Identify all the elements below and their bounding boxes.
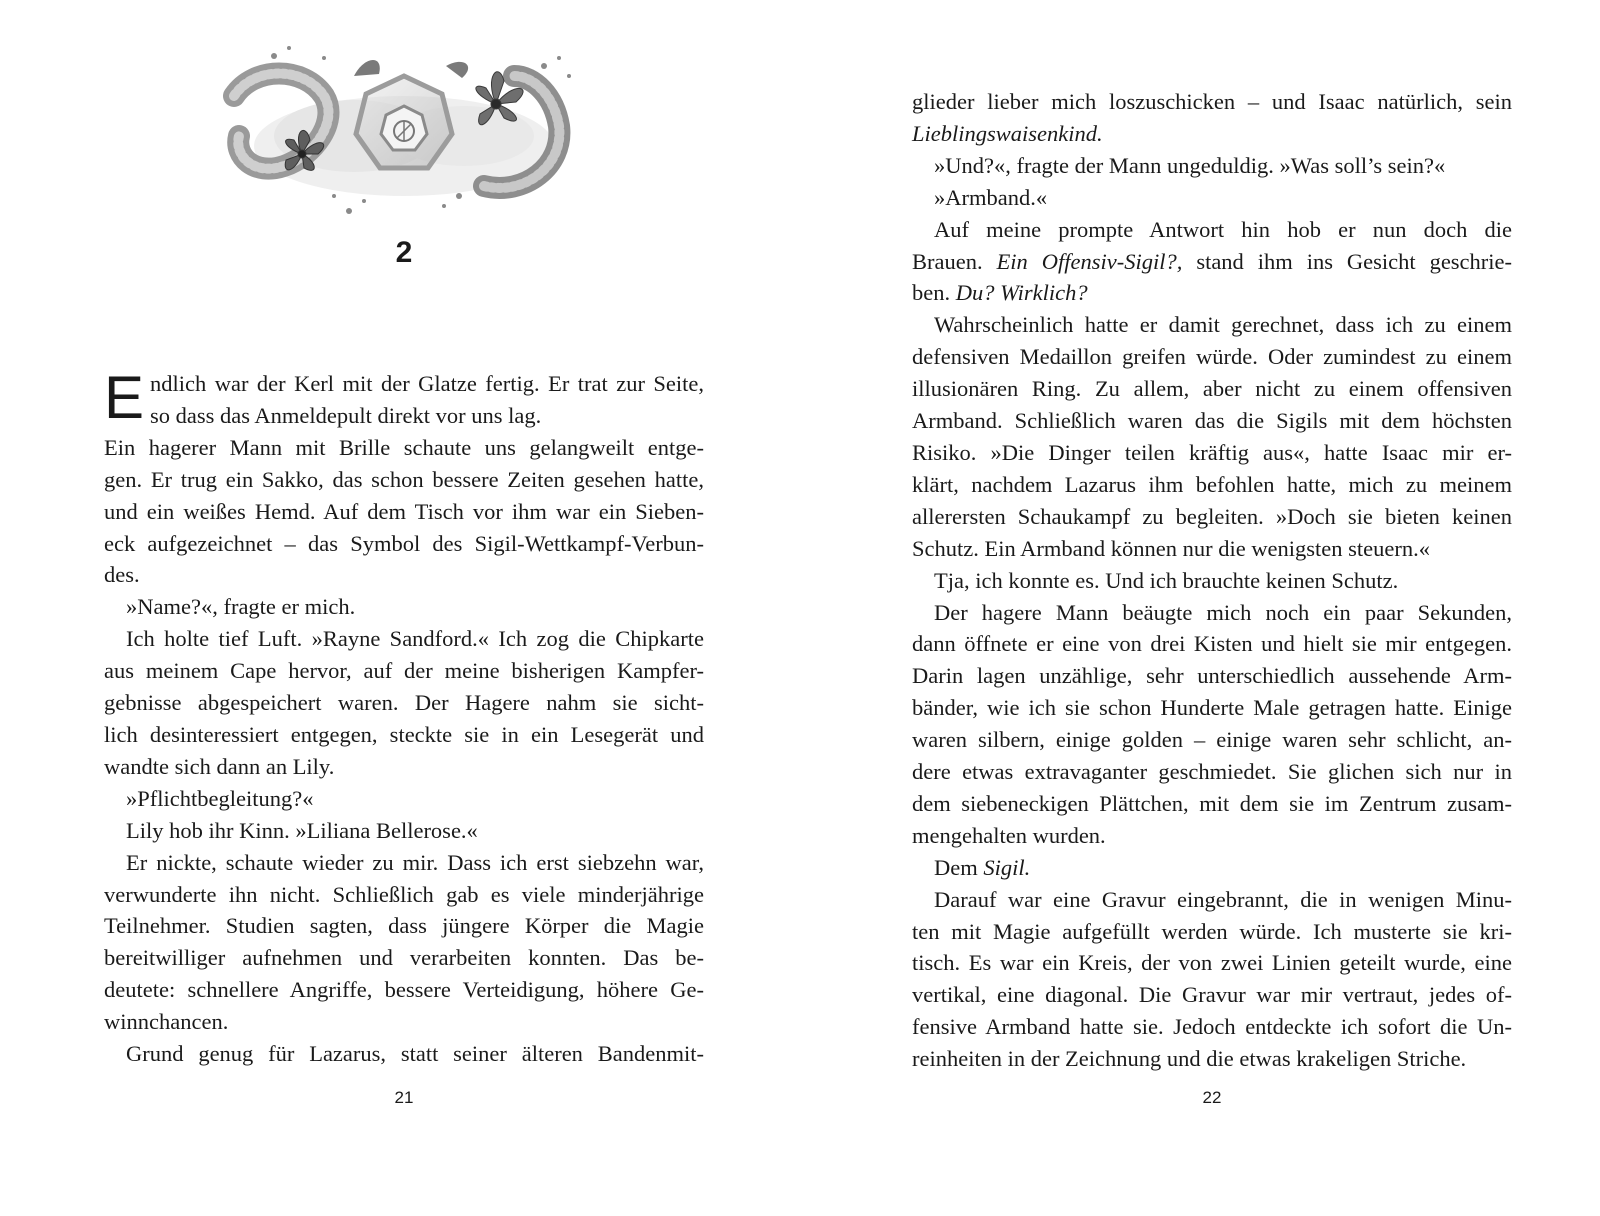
text-line: dem siebeneckigen Plättchen, mit dem sie im Zentrum zusam- — [912, 790, 1512, 816]
text-line: Er nickte, schaute wieder zu mir. Dass ich erst siebzehn war, — [126, 849, 704, 875]
text-line: deutete: schnellere Angriffe, bessere Verteidigung, höhere Ge- — [104, 977, 704, 1003]
text-line: winnchancen. — [104, 1009, 229, 1035]
text-line: bänder, wie ich sie schon Hunderte Male getragen hatte. Einige — [912, 695, 1512, 721]
text-line: defensiven Medaillon greifen würde. Oder zumindest zu einem — [912, 344, 1512, 370]
text-line: Lieblingswaisenkind. — [912, 120, 1103, 146]
text-line: Ein hagerer Mann mit Brille schaute uns gelangweilt entge- — [104, 434, 704, 460]
drop-cap: E — [104, 364, 145, 431]
text-line: bereitwilliger aufnehmen und verarbeiten konnten. Das be- — [104, 945, 704, 971]
text-line: Teilnehmer. Studien sagten, dass jüngere Körper die Magie — [104, 913, 704, 939]
text-line: fensive Armband hatte sie. Jedoch entdeckte ich sofort die Un- — [912, 1014, 1512, 1040]
text-line: Auf meine prompte Antwort hin hob er nun doch die — [934, 216, 1512, 242]
text-line: aus meinem Cape hervor, auf der meine bisherigen Kampfer- — [104, 658, 704, 684]
text-line: Darin lagen unzählige, sehr unterschiedlich aussehende Arm- — [912, 663, 1512, 689]
text-line: illusionären Ring. Zu allem, aber nicht zu einem offensiven — [912, 376, 1512, 402]
text-line: ten mit Magie aufgefüllt werden würde. Ich musterte sie kri- — [912, 918, 1512, 944]
text-line: »Name?«, fragte er mich. — [126, 594, 356, 620]
text-line: und ein weißes Hemd. Auf dem Tisch vor ihm war ein Sieben- — [104, 498, 704, 524]
text-line: Schutz. Ein Armband können nur die wenigsten steuern.« — [912, 535, 1431, 561]
text-line: Ich holte tief Luft. »Rayne Sandford.« Ich zog die Chipkarte — [126, 626, 704, 652]
text-line: wandte sich dann an Lily. — [104, 753, 335, 779]
text-line: mengehalten wurden. — [912, 822, 1106, 848]
text-line: dann öffnete er eine von drei Kisten und hielt sie mir entgegen. — [912, 631, 1512, 657]
text-line: Tja, ich konnte es. Und ich brauchte keinen Schutz. — [934, 567, 1399, 593]
text-line: Grund genug für Lazarus, statt seiner älteren Bandenmit- — [126, 1041, 704, 1067]
right-page — [912, 0, 1512, 1216]
text-line: allerersten Schaukampf zu begleiten. »Doch sie bieten keinen — [912, 503, 1512, 529]
page-number: 22 — [1202, 1088, 1222, 1107]
chapter-number: 2 — [395, 236, 413, 269]
text-line: Darauf war eine Gravur eingebrannt, die in wenigen Minu- — [934, 886, 1512, 912]
text-line: Dem Sigil. — [934, 854, 1031, 880]
text-line: tisch. Es war ein Kreis, der von zwei Linien geteilt wurde, eine — [912, 950, 1512, 976]
text-line: Brauen. Ein Offensiv-Sigil?, stand ihm ins Gesicht geschrie- — [912, 248, 1513, 274]
text-line: lich desinteressiert entgegen, steckte sie in ein Lesegerät und — [104, 721, 704, 747]
text-line: vertikal, eine diagonal. Die Gravur war mir vertraut, jedes of- — [912, 982, 1512, 1008]
text-line: so dass das Anmeldepult direkt vor uns lag. — [150, 402, 542, 428]
text-line: Risiko. »Die Dinger teilen kräftig aus«, hatte Isaac mir er- — [912, 439, 1512, 465]
text-line: des. — [104, 562, 140, 588]
text-line: Armband. Schließlich waren das die Sigils mit dem höchsten — [912, 408, 1512, 434]
text-line: gen. Er trug ein Sakko, das schon bessere Zeiten gesehen hatte, — [104, 466, 704, 492]
text-line: glieder lieber mich loszuschicken – und Isaac natürlich, sein — [912, 89, 1512, 114]
text-line: reinheiten in der Zeichnung und die etwas krakeligen Striche. — [912, 1046, 1467, 1072]
text-line: eck aufgezeichnet – das Symbol des Sigil-Wettkampf-Verbun- — [104, 530, 704, 556]
text-line: Wahrscheinlich hatte er damit gerechnet, dass ich zu einem — [934, 312, 1512, 338]
text-line: waren silbern, einige golden – einige waren sehr schlicht, an- — [912, 727, 1512, 753]
text-line: gebnisse abgespeichert waren. Der Hagere nahm sie sicht- — [104, 690, 704, 716]
text-line: verwunderte ihn nicht. Schließlich gab es viele minderjährige — [104, 881, 704, 907]
text-line: ben. Du? Wirklich? — [912, 280, 1088, 306]
text-line: Endlich war der Kerl mit der Glatze fertig. Er trat zur Seite, — [104, 364, 704, 431]
text-line: »Pflichtbegleitung?« — [126, 785, 314, 811]
right-page-text — [912, 86, 1512, 1075]
text-line: »Und?«, fragte der Mann ungeduldig. »Was soll’s sein?« — [934, 152, 1446, 178]
page-number: 21 — [394, 1088, 414, 1107]
text-line: klärt, nachdem Lazarus ihm befohlen hatte, mich zu meinem — [912, 471, 1512, 497]
left-page — [104, 0, 704, 1216]
chapter-ornament-icon — [214, 36, 594, 236]
left-page-text — [104, 364, 704, 1070]
text-line: Der hagere Mann beäugte mich noch ein paar Sekunden, — [934, 599, 1512, 625]
text-line: dere etwas extravaganter geschmiedet. Sie glichen sich nur in — [912, 759, 1512, 785]
text-line: »Armband.« — [934, 184, 1048, 210]
text-line: Lily hob ihr Kinn. »Liliana Bellerose.« — [126, 817, 478, 843]
